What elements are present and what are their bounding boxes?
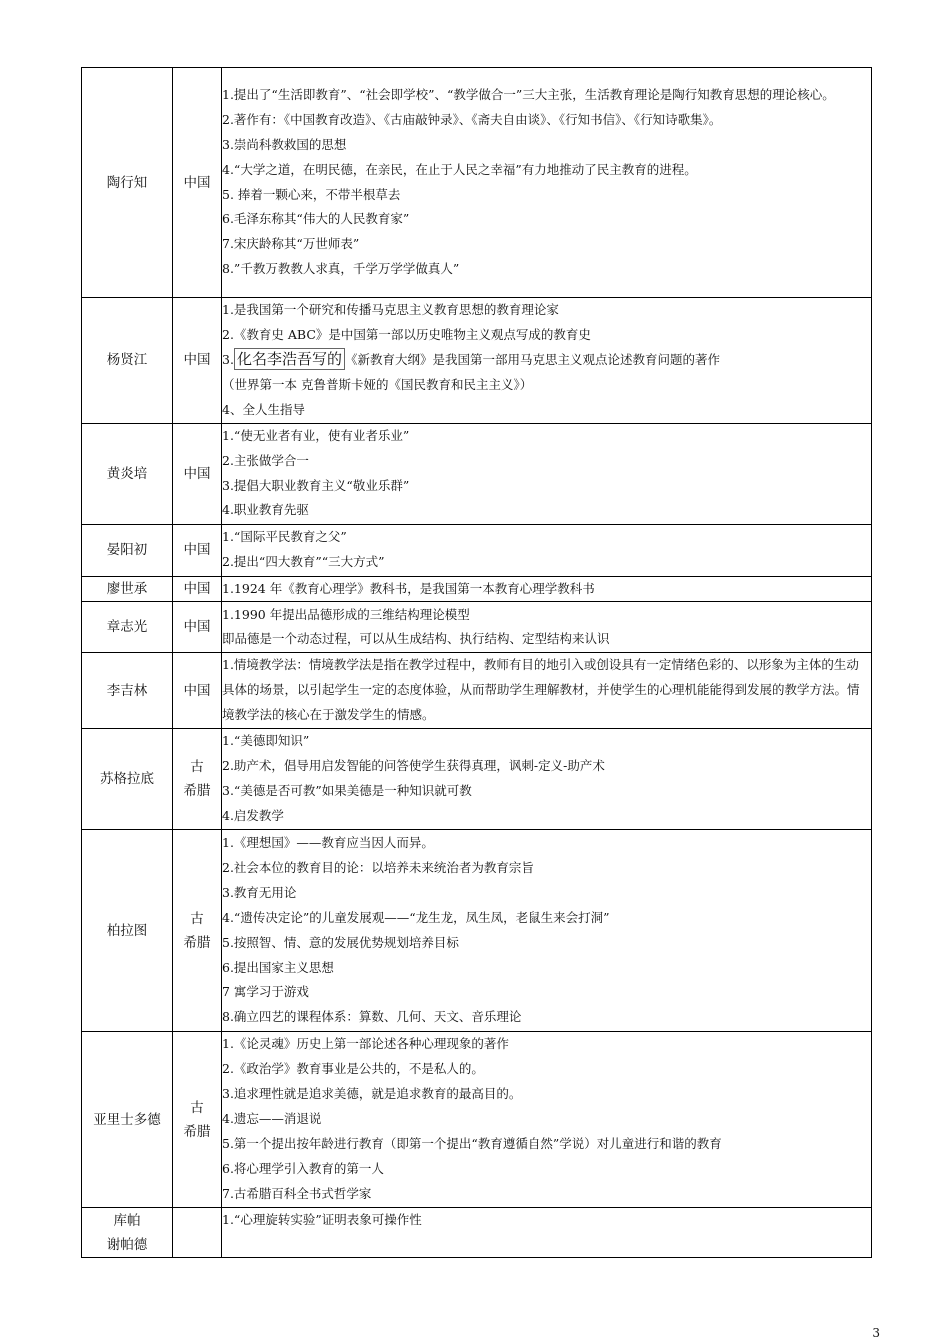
list-item: 2.著作有：《中国教育改造》、《古庙敲钟录》、《斋夫自由谈》、《行知书信》、《行知诗歌集》。 xyxy=(222,111,722,127)
list-item: 1.是我国第一个研究和传播马克思主义教育思想的教育理论家 xyxy=(222,302,559,317)
country-cell: 中国 xyxy=(173,68,222,298)
country-cell: 中国 xyxy=(173,298,222,424)
list-item: 2.社会本位的教育目的论：以培养未来统治者为教育宗旨 xyxy=(222,859,534,875)
country-cell xyxy=(173,830,222,1032)
country-cell: 中国 xyxy=(173,653,222,729)
list-item: 7 寓学习于游戏 xyxy=(222,984,309,1000)
list-item: 2.助产术，倡导用启发智能的问答使学生获得真理，讽刺-定义-助产术 xyxy=(222,758,605,774)
figures-table xyxy=(81,67,872,1258)
list-item: 3.教育无用论 xyxy=(222,884,297,900)
table-row xyxy=(82,830,872,1032)
list-item: 6.将心理学引入教育的第一人 xyxy=(222,1161,384,1177)
list-item: 2.《政治学》教育事业是公共的，不是私人的。 xyxy=(222,1061,484,1077)
content-cell xyxy=(222,1208,872,1258)
content-cell xyxy=(222,1032,872,1208)
list-item: 4、全人生指导 xyxy=(222,401,305,417)
list-item: 1.“心理旋转实验”证明表象可操作性 xyxy=(222,1212,422,1228)
list-item: 1.1990 年提出品德形成的三维结构理论模型 xyxy=(222,606,470,622)
country-line: 古 xyxy=(190,910,204,927)
name-cell: 苏格拉底 xyxy=(82,729,173,830)
table-row xyxy=(82,298,872,424)
content-cell xyxy=(222,576,872,602)
name-cell: 黄炎培 xyxy=(82,423,173,524)
list-item: 2.提出“四大教育”“三大方式” xyxy=(222,554,385,570)
name-cell: 廖世承 xyxy=(82,576,173,602)
content-cell xyxy=(222,524,872,576)
list-item: 3.“美德是否可教”如果美德是一种知识就可教 xyxy=(222,783,472,799)
content-cell xyxy=(222,68,872,298)
list-item: 1.“使无业者有业，使有业者乐业” xyxy=(222,427,410,443)
list-item: 4.“大学之道，在明民德，在亲民，在止于人民之幸福”有力地推动了民主教育的进程。 xyxy=(222,161,697,177)
country-cell xyxy=(173,729,222,830)
table-row xyxy=(82,524,872,576)
country-line: 古 xyxy=(190,759,204,776)
list-item: 7.古希腊百科全书式哲学家 xyxy=(222,1185,372,1201)
name-cell xyxy=(82,1208,173,1258)
name-cell: 晏阳初 xyxy=(82,524,173,576)
name-cell: 柏拉图 xyxy=(82,830,173,1032)
content-cell xyxy=(222,298,872,424)
item-number: 3. xyxy=(222,351,234,367)
name-cell: 亚里士多德 xyxy=(82,1032,173,1208)
list-item: 3.崇尚科教救国的思想 xyxy=(222,136,347,152)
content-cell xyxy=(222,653,872,729)
content-cell xyxy=(222,602,872,653)
list-item: 即品德是一个动态过程，可以从生成结构、执行结构、定型结构来认识 xyxy=(222,631,610,647)
country-cell xyxy=(173,1032,222,1208)
table-row xyxy=(82,68,872,298)
list-item: 3.追求理性就是追求美德，就是追求教育的最高目的。 xyxy=(222,1086,522,1102)
content-cell xyxy=(222,830,872,1032)
item-text: 《新教育大纲》是我国第一部用马克思主义观点论述教育问题的著作 xyxy=(344,351,720,367)
list-item: 1.情境教学法：情境教学法是指在教学过程中，教师有目的地引入或创设具有一定情绪色彩的、以形象为主体的生动具体的场景，以引起学生一定的态度体验，从而帮助学生理解教材，并使学生的心理机能能得到发展的教学方法。情境教学法的核心在于激发学生的情感。 xyxy=(222,657,860,723)
list-item: 4.“遗传决定论”的儿童发展观——“龙生龙，凤生凤，老鼠生来会打洞” xyxy=(222,909,610,925)
table-row xyxy=(82,729,872,830)
list-item xyxy=(222,348,871,373)
table-row xyxy=(82,653,872,729)
list-item: 5. 捧着一颗心来，不带半根草去 xyxy=(222,186,401,202)
country-cell xyxy=(173,1208,222,1258)
list-item: 3.提倡大职业教育主义“敬业乐群” xyxy=(222,477,410,493)
list-item: 7.宋庆龄称其“万世师表” xyxy=(222,236,360,252)
country-cell: 中国 xyxy=(173,423,222,524)
table-row xyxy=(82,602,872,653)
list-item: 1.“美德即知识” xyxy=(222,733,310,749)
country-cell: 中国 xyxy=(173,602,222,653)
annotation-stamp: 化名李浩吾写的 xyxy=(234,348,345,370)
list-item: 6.毛泽东称其“伟大的人民教育家” xyxy=(222,211,410,227)
list-item: （世界第一本 克鲁普斯卡娅的《国民教育和民主主义》） xyxy=(222,376,533,392)
list-item: 2.《教育史 ABC》是中国第一部以历史唯物主义观点写成的教育史 xyxy=(222,326,591,342)
list-item: 5.第一个提出按年龄进行教育（即第一个提出“教育遵循自然”学说）对儿童进行和谐的教育 xyxy=(222,1136,722,1152)
list-item: 8.确立四艺的课程体系：算数、几何、天文、音乐理论 xyxy=(222,1009,522,1025)
list-item: 1.《理想国》——教育应当因人而异。 xyxy=(222,835,434,851)
list-item: 4.职业教育先驱 xyxy=(222,502,309,518)
table-row xyxy=(82,1032,872,1208)
content-cell xyxy=(222,423,872,524)
name-line: 库帕 xyxy=(113,1212,141,1229)
name-cell: 李吉林 xyxy=(82,653,173,729)
table-row xyxy=(82,576,872,602)
table-row xyxy=(82,423,872,524)
name-cell: 杨贤江 xyxy=(82,298,173,424)
list-item: 4.启发教学 xyxy=(222,808,284,824)
name-cell: 章志光 xyxy=(82,602,173,653)
country-cell: 中国 xyxy=(173,576,222,602)
name-line: 谢帕德 xyxy=(106,1236,148,1253)
list-item: 8.”千教万教教人求真，千学万学学做真人” xyxy=(222,261,460,277)
country-line: 希腊 xyxy=(183,783,211,800)
list-item: 5.按照智、情、意的发展优势规划培养目标 xyxy=(222,934,459,950)
list-item: 1.《论灵魂》历史上第一部论述各种心理现象的著作 xyxy=(222,1036,509,1052)
name-cell: 陶行知 xyxy=(82,68,173,298)
country-line: 希腊 xyxy=(183,1123,211,1140)
list-item: 2.主张做学合一 xyxy=(222,452,309,468)
content-cell xyxy=(222,729,872,830)
country-cell: 中国 xyxy=(173,524,222,576)
list-item: 1.提出了“生活即教育”、“社会即学校”、“教学做合一”三大主张，生活教育理论是陶行知教育思想的理论核心。 xyxy=(222,86,835,102)
list-item: 6.提出国家主义思想 xyxy=(222,959,334,975)
page-number: 3 xyxy=(872,1326,880,1340)
country-line: 古 xyxy=(190,1099,204,1116)
list-item: 4.遗忘——消退说 xyxy=(222,1111,322,1127)
list-item: 1.1924 年《教育心理学》教科书，是我国第一本教育心理学教科书 xyxy=(222,580,595,596)
list-item: 1.“国际平民教育之父” xyxy=(222,529,347,545)
table-row xyxy=(82,1208,872,1258)
country-line: 希腊 xyxy=(183,934,211,951)
